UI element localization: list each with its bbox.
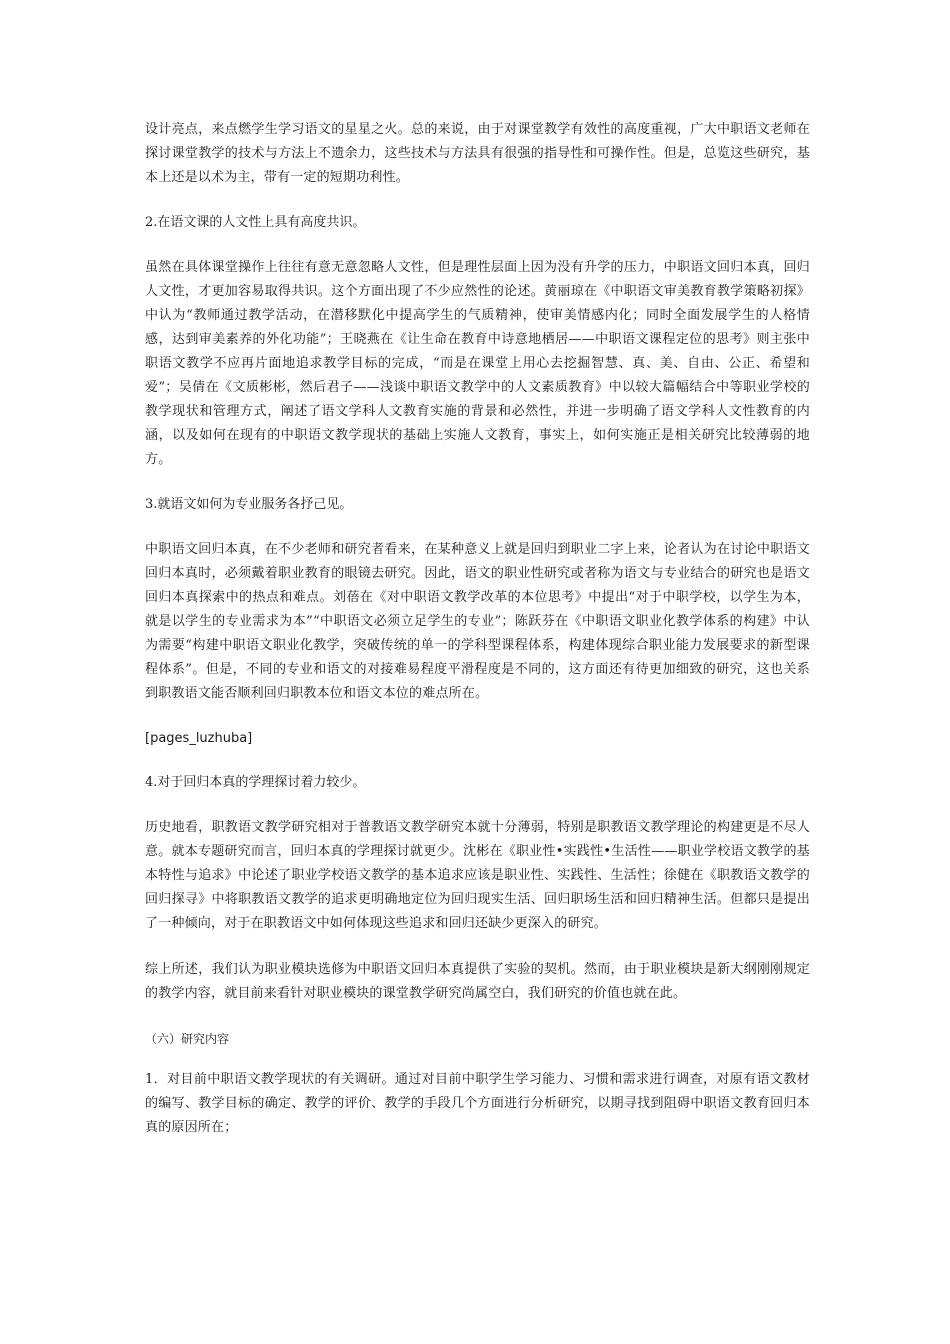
document-page	[145, 118, 810, 1162]
paragraph-intro: 设计亮点，来点燃学生学习语文的星星之火。总的来说，由于对课堂教学有效性的高度重视，广大中职语文老师在探讨课堂教学的技术与方法上不遗余力，这些技术与方法具有很强的指导性和可操作性。但是，总览这些研究，基本上还是以术为主，带有一定的短期功利性。	[145, 122, 810, 185]
paragraph-theory: 历史地看，职教语文教学研究相对于普教语文教学研究本就十分薄弱，特别是职教语文教学理论的构建更是不尽人意。就本专题研究而言，回归本真的学理探讨就更少。沈彬在《职业性•实践性•生活性——职业学校语文教学的基本特性与追求》中论述了职业学校语文教学的基本追求应该是职业性、实践性、生活性；徐健在《职教语文教学的回归探寻》中将职教语文教学的追求更明确地定位为回归现实生活、回归职场生活和回归精神生活。但都只是提出了一种倾向，对于在职教语文中如何体现这些追求和回归还缺少更深入的研究。	[145, 820, 810, 931]
paragraph-research-1: 1．对目前中职语文教学现状的有关调研。通过对目前中职学生学习能力、习惯和需求进行调查，对原有语文教材的编写、教学目标的确定、教学的评价、教学的手段几个方面进行分析研究，以期寻找到阻碍中职语文教育回归本真的原因所在；	[145, 1072, 810, 1135]
paragraph-summary: 综上所述，我们认为职业模块选修为中职语文回归本真提供了实验的契机。然而，由于职业模块是新大纲刚刚规定的教学内容，就目前来看针对职业模块的课堂教学研究尚属空白，我们研究的价值也就在此。	[145, 962, 810, 1001]
heading-3: 3.就语文如何为专业服务各抒己见。	[145, 497, 353, 512]
paragraph-humanism: 虽然在具体课堂操作上往往有意无意忽略人文性，但是理性层面上因为没有升学的压力，中职语文回归本真，回归人文性，才更加容易取得共识。这个方面出现了不少应然性的论述。黄丽琼在《中职语文审美教育教学策略初探》中认为“教师通过教学活动，在潜移默化中提高学生的气质精神，使审美情感内化；同时全面发展学生的人格情感，达到审美素养的外化功能”；王晓燕在《让生命在教育中诗意地栖居——中职语文课程定位的思考》则主张中职语文教学不应再片面地追求教学目标的完成，“而是在课堂上用心去挖掘智慧、真、美、自由、公正、希望和爱”；吴倩在《文质彬彬，然后君子——浅谈中职语文教学中的人文素质教育》中以较大篇幅结合中等职业学校的教学现状和管理方式，阐述了语文学科人文教育实施的背景和必然性，并进一步明确了语文学科人文性教育的内涵，以及如何在现有的中职语文教学现状的基础上实施人文教育，事实上，如何实施正是相关研究比较薄弱的地方。	[145, 260, 810, 467]
heading-4: 4.对于回归本真的学理探讨着力较少。	[145, 775, 366, 790]
paragraph-professional: 中职语文回归本真，在不少老师和研究者看来，在某种意义上就是回归到职业二字上来，论者认为在讨论中职语文回归本真时，必须戴着职业教育的眼镜去研究。因此，语文的职业性研究或者称为语文与专业结合的研究也是语文回归本真探索中的热点和难点。刘蓓在《对中职语文教学改革的本位思考》中提出“对于中职学校，以学生为本，就是以学生的专业需求为本”“中职语文必须立足学生的专业”；陈跃芬在《中职语文职业化教学体系的构建》中认为需要“构建中职语文职业化教学，突破传统的单一的学科型课程体系，构建体现综合职业能力发展要求的新型课程体系”。但是，不同的专业和语文的对接难易程度平滑程度是不同的，这方面还有待更加细致的研究，这也关系到职教语文能否顺利回归职教本位和语文本位的难点所在。	[145, 542, 810, 701]
heading-research-content: （六）研究内容	[145, 1032, 230, 1046]
pages-marker: [pages_luzhuba]	[145, 731, 253, 746]
heading-2: 2.在语文课的人文性上具有高度共识。	[145, 215, 366, 230]
